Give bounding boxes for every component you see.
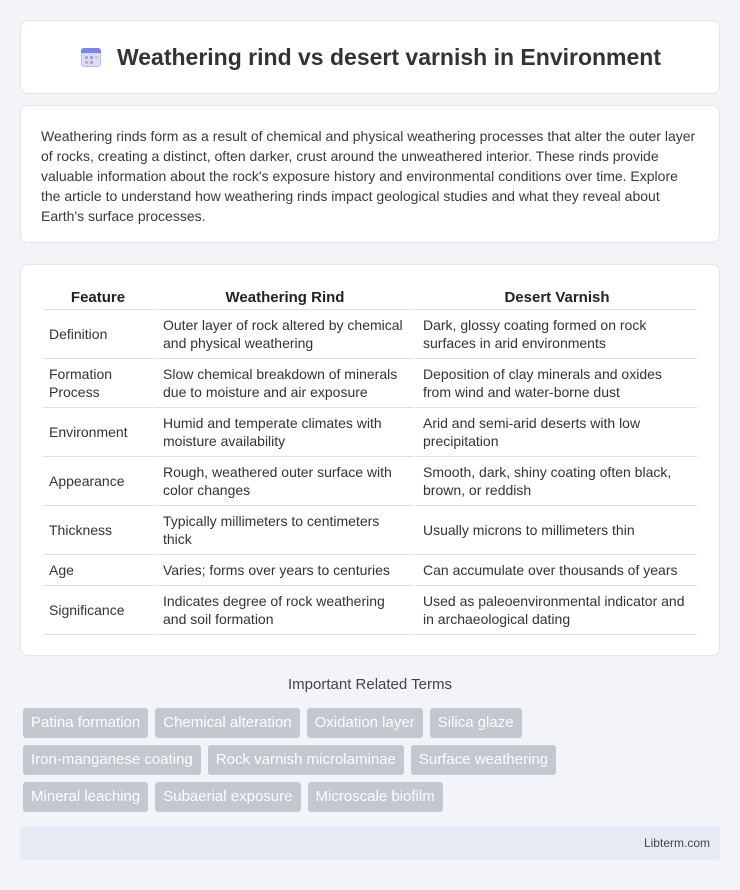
tag-row bbox=[23, 745, 723, 775]
table-cell: Definition bbox=[43, 310, 153, 359]
table-row bbox=[43, 586, 697, 635]
tag-row bbox=[23, 708, 723, 738]
header-card bbox=[20, 20, 720, 94]
related-terms-tags bbox=[23, 708, 723, 819]
tag-iron-manganese-coating[interactable]: Iron-manganese coating bbox=[23, 745, 201, 775]
table-cell: Formation Process bbox=[43, 359, 153, 408]
table-cell: Slow chemical breakdown of minerals due to moisture and air exposure bbox=[153, 359, 413, 408]
column-header-weathering-rind: Weathering Rind bbox=[153, 287, 413, 310]
table-cell: Appearance bbox=[43, 457, 153, 506]
table-cell: Outer layer of rock altered by chemical and physical weathering bbox=[153, 310, 413, 359]
column-header-desert-varnish: Desert Varnish bbox=[413, 287, 697, 310]
tag-oxidation-layer[interactable]: Oxidation layer bbox=[307, 708, 423, 738]
table-cell: Environment bbox=[43, 408, 153, 457]
table-cell: Typically millimeters to centimeters thick bbox=[153, 506, 413, 555]
column-header-feature: Feature bbox=[43, 287, 153, 310]
table-row bbox=[43, 555, 697, 586]
footer bbox=[20, 826, 720, 860]
table-cell: Age bbox=[43, 555, 153, 586]
tag-rock-varnish-microlaminae[interactable]: Rock varnish microlaminae bbox=[208, 745, 404, 775]
table-cell: Used as paleoenvironmental indicator and in archaeological dating bbox=[413, 586, 697, 635]
table-cell: Usually microns to millimeters thin bbox=[413, 506, 697, 555]
table-cell: Humid and temperate climates with moisture availability bbox=[153, 408, 413, 457]
table-row bbox=[43, 457, 697, 506]
comparison-table bbox=[43, 287, 697, 635]
table-cell: Arid and semi-arid deserts with low precipitation bbox=[413, 408, 697, 457]
table-cell: Deposition of clay minerals and oxides from wind and water-borne dust bbox=[413, 359, 697, 408]
page-title: Weathering rind vs desert varnish in Environment bbox=[116, 43, 662, 70]
footer-site-link[interactable]: Libterm.com bbox=[643, 836, 710, 850]
table-header-row bbox=[43, 287, 697, 310]
tag-row bbox=[23, 782, 723, 812]
tag-microscale-biofilm[interactable]: Microscale biofilm bbox=[308, 782, 443, 812]
table-row bbox=[43, 359, 697, 408]
table-cell: Significance bbox=[43, 586, 153, 635]
tag-patina-formation[interactable]: Patina formation bbox=[23, 708, 148, 738]
calendar-app-icon bbox=[79, 45, 103, 69]
tag-mineral-leaching[interactable]: Mineral leaching bbox=[23, 782, 148, 812]
table-cell: Rough, weathered outer surface with color changes bbox=[153, 457, 413, 506]
table-row bbox=[43, 310, 697, 359]
related-terms-heading: Important Related Terms bbox=[288, 676, 452, 693]
table-cell: Thickness bbox=[43, 506, 153, 555]
intro-text: Weathering rinds form as a result of chemical and physical weathering processes that alter the outer layer of rocks, creating a distinct, often darker, crust around the unweathered interior. These rinds provide valuable information about the rock's exposure history and environmental conditions over time. Explore the article to understand how weathering rinds impact geological studies and what they reveal about Earth's surface processes. bbox=[41, 128, 696, 224]
comparison-table-card bbox=[20, 264, 720, 656]
table-row bbox=[43, 408, 697, 457]
table-cell: Indicates degree of rock weathering and soil formation bbox=[153, 586, 413, 635]
tag-silica-glaze[interactable]: Silica glaze bbox=[430, 708, 522, 738]
tag-surface-weathering[interactable]: Surface weathering bbox=[411, 745, 556, 775]
table-cell: Smooth, dark, shiny coating often black, brown, or reddish bbox=[413, 457, 697, 506]
table-row bbox=[43, 506, 697, 555]
table-cell: Can accumulate over thousands of years bbox=[413, 555, 697, 586]
tag-chemical-alteration[interactable]: Chemical alteration bbox=[155, 708, 299, 738]
intro-card bbox=[20, 105, 720, 243]
table-cell: Varies; forms over years to centuries bbox=[153, 555, 413, 586]
tag-subaerial-exposure[interactable]: Subaerial exposure bbox=[155, 782, 300, 812]
table-cell: Dark, glossy coating formed on rock surfaces in arid environments bbox=[413, 310, 697, 359]
